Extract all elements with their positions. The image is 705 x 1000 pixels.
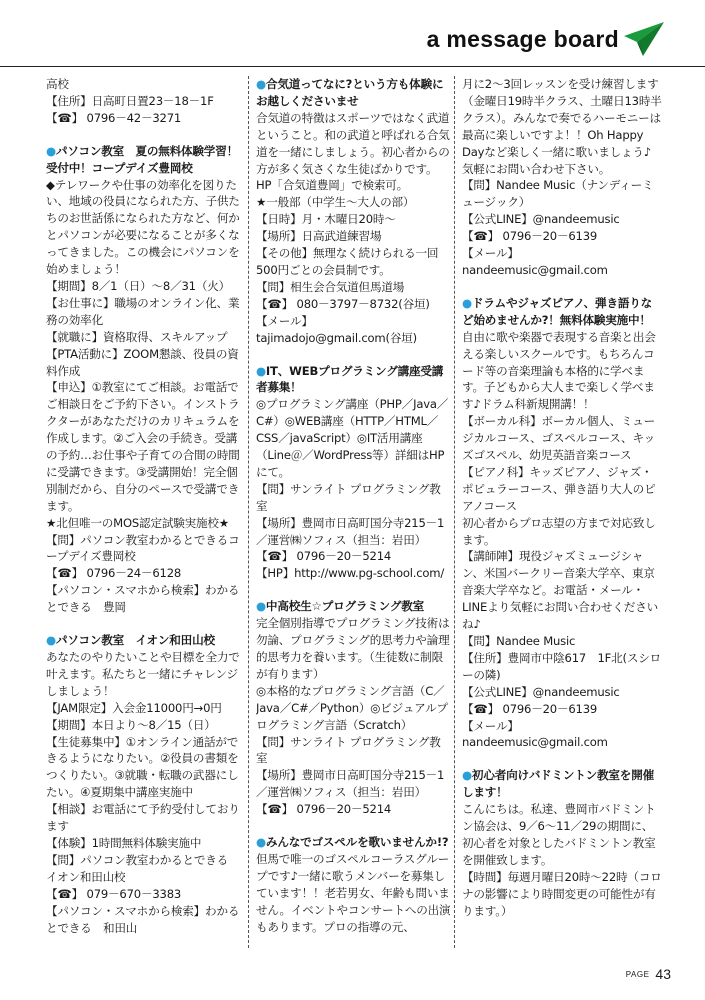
bullet-dot-icon: ● — [46, 143, 56, 158]
listing-heading — [256, 834, 452, 851]
listing-text: 【パソコン・スマホから検索】わかるとできる 和田山 — [46, 903, 240, 935]
listing-text: 初心者からプロ志望の方まで対応致します。 — [462, 515, 656, 547]
listing-text: 【ボーカル科】ボーカル個人、ミュージカルコース、ゴスペルコース、キッズゴスペル、幼児英語音楽コース — [462, 414, 655, 463]
header-rule — [0, 66, 705, 67]
listing-text: ★一般部（中学生～大人の部） — [256, 195, 415, 210]
listing-text: 自由に歌や楽器で表現する音楽と出会える楽しいスクールです。もちろんコード等の音楽理論も本格的に学べます。子どもから大人まで楽しく学べます♪ドラム科新規開講！！ — [462, 329, 656, 412]
listing-heading-text: ドラムやジャズピアノ、弾き語りなど始めませんか?！無料体験実施中！ — [462, 295, 653, 327]
paper-plane-icon — [623, 20, 665, 58]
listing-text: 【相談】お電話にて予約受付しております — [46, 802, 240, 834]
listing-section — [256, 834, 452, 935]
listing-text: 【☎】 0796－24－6128 — [46, 566, 182, 581]
listing-text: 【問】相生会合気道但馬道場 — [256, 279, 405, 294]
column-divider — [454, 76, 455, 948]
listing-text: こんにちは。私達、豊岡市バドミントン協会は、9／6～11／29の期間に、初心者を対象としたバドミントン教室を開催致します。 — [462, 802, 656, 867]
page-header — [0, 18, 705, 70]
listing-text: ★北但唯一のMOS認定試験実施校★ — [46, 515, 230, 530]
listing-heading-text: IT、WEBプログラミング講座受講者募集！ — [256, 363, 444, 395]
page-footer — [626, 966, 671, 984]
listing-text: 【メール】nandeemusic@gmail.com — [462, 246, 608, 277]
listing-text: 【問】パソコン教室わかるとできるコープデイズ豊岡校 — [46, 532, 240, 564]
listing-text: 月に2～3回レッスンを受け練習します（金曜日19時半クラス、土曜日13時半クラス）。みんなで奏でるハーモニーは最高に楽しいですよ！！Oh Happy Dayなど楽しく一緒に歌いましょう♪気軽にお問い合わせ下さい。 — [462, 77, 662, 176]
listing-text: 【公式LINE】@nandeemusic — [462, 684, 620, 699]
listing-section — [462, 767, 662, 919]
listing-text: 【住所】日高町日置23－18－1F — [46, 93, 214, 108]
listing-section — [256, 76, 452, 347]
listing-text: 【場所】日高武道練習場 — [256, 229, 382, 244]
listing-text: 【HP】http://www.pg-school.com/ — [256, 566, 445, 581]
page-number: 43 — [655, 966, 671, 982]
listing-heading-text: 合気道ってなに?という方も体験にお越しくださいませ — [256, 77, 444, 108]
section-title: a message board — [426, 26, 619, 52]
listing-text: 【問】Nandee Music（ナンディーミュージック） — [462, 178, 654, 210]
listing-text: 【☎】 0796－42－3271 — [46, 110, 182, 125]
listing-text: 【パソコン・スマホから検索】わかるとできる 豊岡 — [46, 583, 240, 615]
listing-section — [462, 76, 662, 279]
listing-text: 【問】パソコン教室わかるとできる イオン和田山校 — [46, 852, 240, 884]
listing-text: 【☎】 0796－20－6139 — [462, 701, 598, 716]
listing-heading — [256, 363, 452, 397]
listing-heading-text: パソコン教室 イオン和田山校 — [55, 633, 215, 648]
listing-heading — [46, 143, 242, 177]
listing-text: 【申込】①教室にてご相談。お電話でご相談日をご予約下さい。インストラクターがあなただけのカリキュラムを作成します。②ご入会の手続き。受講の予約…お仕事や子育ての合間の時間に受講できます。③受講開始！完全個別制だから、自分のペースで受講できます。 — [46, 380, 240, 513]
bullet-dot-icon: ● — [256, 835, 266, 850]
listing-text: 【住所】豊岡市中陰617 1F北(スシローの隣) — [462, 650, 662, 682]
page-label: PAGE — [625, 970, 650, 979]
listing-text: ◎プログラミング講座（PHP／Java／C#）◎WEB講座（HTTP／HTML／CSS／javaScript）◎IT活用講座（Line＠／WordPress等）詳細はHPにて。 — [256, 397, 449, 479]
listing-heading-text: 中高校生☆プログラミング教室 — [265, 599, 425, 614]
listing-text: 【講師陣】現役ジャズミュージシャン、米国バークリー音楽大学卒、東京音楽大学卒など。お電話・メール・LINEより気軽にお問い合わせくださいね♪ — [462, 549, 658, 632]
listing-section — [46, 632, 242, 936]
listing-text: 【問】サンライト プログラミング教室 — [256, 734, 441, 766]
column-divider — [248, 76, 249, 948]
listing-text: 【メール】nandeemusic@gmail.com — [462, 718, 608, 750]
listing-heading — [46, 632, 242, 649]
listing-heading — [462, 767, 662, 801]
listing-text: 【お仕事に】職場のオンライン化、業務の効率化 — [46, 295, 240, 327]
listing-text: 【期間】本日より～8／15（日） — [46, 717, 216, 732]
listing-heading-text: みんなでゴスペルを歌いませんか!? — [265, 835, 449, 850]
bullet-dot-icon: ● — [46, 633, 56, 648]
listing-heading — [256, 598, 452, 615]
listing-text: 【JAM限定】入会金11000円→0円 — [46, 700, 222, 715]
listing-text: 【時間】毎週月曜日20時～22時（コロナの影響により時間変更の可能性が有ります。） — [462, 869, 662, 918]
listing-text: 【問】サンライト プログラミング教室 — [256, 481, 441, 513]
listing-section — [462, 295, 662, 751]
listing-text: 【PTA活動に】ZOOM懇談、役員の資料作成 — [46, 346, 239, 378]
listing-text: 【☎】 0796－20－5214 — [256, 549, 392, 564]
listing-section — [46, 76, 242, 127]
listing-text: 【問】Nandee Music — [462, 634, 576, 648]
bullet-dot-icon: ● — [256, 77, 266, 91]
listing-heading-text: 初心者向けバドミントン教室を開催します！ — [462, 768, 654, 800]
listing-text: あなたのやりたいことや目標を全力で叶えます。私たちと一緒にチャレンジしましょう！ — [46, 650, 240, 698]
listing-text: 【日時】月・木曜日20時～ — [256, 212, 396, 227]
listing-section — [256, 598, 452, 818]
listing-text: 【生徒募集中】①オンライン通話ができるようになりたい。②役員の書類をつくりたい。③就職・転職の武器にしたい。④夏期集中講座実施中 — [46, 734, 239, 800]
bullet-dot-icon: ● — [256, 599, 266, 614]
listing-text: 【☎】 079－670－3383 — [46, 886, 182, 901]
listing-heading — [256, 76, 452, 110]
listing-text: 【☎】 0796－20－6139 — [462, 229, 598, 244]
listing-heading-text: パソコン教室 夏の無料体験学習！受付中！コープデイズ豊岡校 — [46, 143, 238, 175]
listing-text: 【ピアノ科】キッズピアノ、ジャズ・ポピュラーコース、弾き語り大人のピアノコース — [462, 464, 656, 513]
listing-text: 【☎】 0796－20－5214 — [256, 802, 392, 817]
listing-text: 【場所】豊岡市日高町国分寺215－1／運営㈱ソフィス（担当：岩田） — [256, 515, 445, 547]
listing-text: 合気道の特徴はスポーツではなく武道ということ。和の武道と呼ばれる合気道を一緒にしましょう。初心者からの方が多く気さくな生徒ばかりです。HP「合気道豊岡」で検索可。 — [256, 110, 450, 193]
listing-text: 但馬で唯一のゴスペルコーラスグループです♪一緒に歌うメンバーを募集しています！！老若男女、年齢も問いません。イベントやコンサートへの出演もあります。プロの指導の元、 — [256, 851, 451, 934]
bullet-dot-icon: ● — [462, 768, 472, 783]
listing-text: 【メール】tajimadojo@gmail.com(谷垣) — [256, 313, 417, 345]
listing-text: 【体験】1時間無料体験実施中 — [46, 835, 202, 850]
column-2 — [256, 76, 452, 941]
bullet-dot-icon: ● — [256, 363, 266, 378]
bullet-dot-icon: ● — [462, 295, 472, 310]
listing-section — [46, 143, 242, 616]
listing-text: 【就職に】資格取得、スキルアップ — [46, 329, 228, 344]
listing-text: ◆テレワークや仕事の効率化を図りたい、地域の役員になられた方、子供たちのお世話係になられた方など、何かとパソコンが必要になることが多くなってきました。この機会にパソコンを始めましょう！ — [46, 177, 240, 277]
listing-text: ◎本格的なプログラミング言語（C／Java／C#／Python）◎ビジュアルプログラミング言語（Scratch） — [256, 683, 448, 732]
listing-text: 【その他】無理なく続けられる一回500円ごとの会員制です。 — [256, 246, 439, 277]
listing-text: 【公式LINE】@nandeemusic — [462, 212, 620, 227]
column-3 — [462, 76, 662, 941]
listing-text: 【☎】 080－3797－8732(谷垣) — [256, 296, 430, 311]
listing-text: 【期間】8／1（日）～8／31（火） — [46, 278, 231, 293]
listing-heading — [462, 295, 662, 329]
listing-text: 完全個別指導でプログラミング技術は勿論、プログラミング的思考力や論理的思考力を養います。（生徒数に制限が有ります） — [256, 616, 450, 681]
column-1 — [46, 76, 242, 941]
listing-section — [256, 363, 452, 583]
listing-text: 【場所】豊岡市日高町国分寺215－1／運営㈱ソフィス（担当：岩田） — [256, 768, 445, 800]
listing-text: 高校 — [46, 77, 69, 91]
